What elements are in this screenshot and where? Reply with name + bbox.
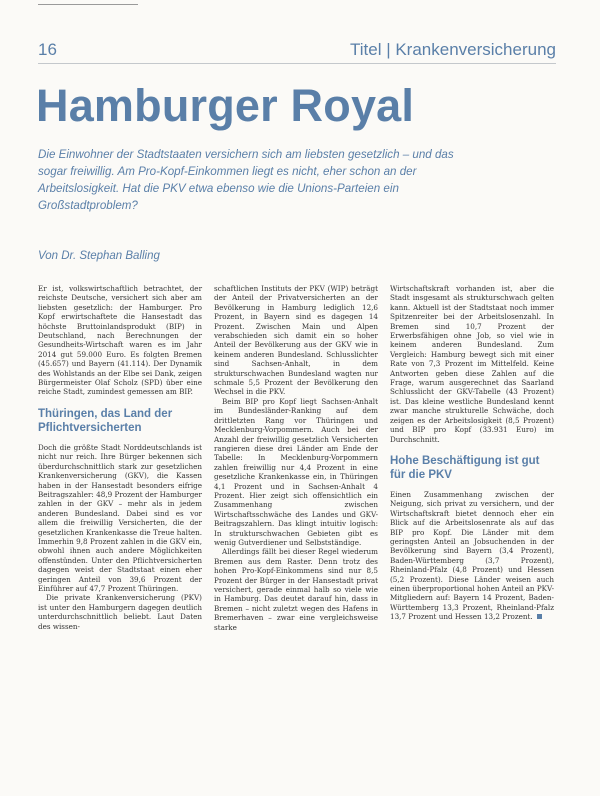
paragraph: Beim BIP pro Kopf liegt Sachsen-Anhalt im Bundesländer-Ranking auf dem drittletzten Rang vor Thüringen und Mecklenburg-Vorpommern. Auch bei der Anzahl der freiwillig gesetzlich Versicherten rangieren diese drei Länder am Ende der Tabelle: In Mecklenburg-Vorpommern zahlen freiwillig nur 4,4 Prozent in eine gesetzliche Krankenkasse ein, in Thüringen 4,1 Prozent und in Sachsen-Anhalt 4 Prozent. Hier zeigt sich offensichtlich ein Zusammenhang zwischen Wirtschaftsschwäche des Landes und GKV-Beitragszahlern. Das klingt intuitiv logisch: In strukturschwachen Gebieten gibt es wenig Gutverdiener und Selbstständige. [214,396,378,547]
text-column-1 [38,284,202,631]
paragraph-final [390,490,554,622]
paragraph: Doch die größte Stadt Norddeutschlands ist nicht nur reich. Ihre Bürger bekennen sich überdurchschnittlich stark zur gesetzlichen Krankenversicherung (GKV), die Kassen haben in der Hansestadt besonders eifrige Beitragszahler: 48,9 Prozent der Hamburger zahlen in der GKV – mehr als in jedem anderen Bundesland. Dabei sind es vor allem die freiwillig Versicherten, die der gesetzlichen Krankenkasse die Treue halten. Immerhin 9,8 Prozent zahlen in die GKV ein, obwohl ihnen auch andere Möglichkeiten offenstünden. Unter den Pflichtversicherten dagegen weist der Stadtstaat einen eher geringen Anteil von 39,6 Prozent der Einführer auf 47,7 Prozent Thüringen. [38,442,202,593]
page-number: 16 [38,40,57,59]
article-lede: Die Einwohner der Stadtstaaten versichern sich am liebsten gesetzlich – und das sogar freiwillig. Am Pro-Kopf-Einkommen liegt es nicht, eher schon an der Arbeitslosigkeit. Hat die PKV etwa ebenso wie die Unions-Parteien ein Großstadtproblem? [38,148,454,212]
article-byline: Von Dr. Stephan Balling [38,250,160,262]
running-head: Titel | Krankenversicherung [350,40,556,59]
top-rule [38,4,138,5]
subheading: Hohe Beschäftigung ist gut für die PKV [390,454,540,481]
paragraph: Die private Krankenversicherung (PKV) ist unter den Hamburgern dagegen deutlich unterdurchschnittlich beliebt. Laut Daten des wissen- [38,593,202,631]
paragraph-text: Einen Zusammenhang zwischen der Neigung, sich privat zu versichern, und der Wirtschaftskraft bietet dennoch eher ein Blick auf die Arbeitslosenrate als auf das BIP pro Kopf. Die Länder mit dem geringsten Anteil an Jobsuchenden in der Bevölkerung sind Bayern (3,4 Prozent), Baden-Württemberg (3,7 Prozent), Rheinland-Pfalz (4,8 Prozent) und Hessen (5,2 Prozent). Diese Länder weisen auch einen überproportional hohen Anteil an PKV-Mitgliedern auf: Bayern 14 Prozent, Baden-Württemberg 13,3 Prozent, Rheinland-Pfalz 13,7 Prozent und Hessen 13,2 Prozent. [390,489,554,622]
subheading: Thüringen, das Land der Pflichtversicherten [38,407,173,434]
paragraph: schaftlichen Instituts der PKV (WIP) beträgt der Anteil der Privatversicherten an der Bevölkerung in Hamburg lediglich 12,6 Prozent, in Bayern sind es dagegen 14 Prozent. Zwischen Main und Alpen verabschieden sich damit ein so hoher Anteil der Bevölkerung aus der GKV wie in keinem anderen Bundesland. Schlusslichter sind Sachsen-Anhalt, in dem strukturschwachen Bundesland wagten nur schmale 5,5 Prozent der Bevölkerung den Wechsel in die PKV. [214,284,378,397]
paragraph: Er ist, volkswirtschaftlich betrachtet, der reichste Deutsche, versichert sich aber am liebsten gesetzlich: der Hamburger. Pro Kopf erwirtschaftete die Hansestadt das höchste Bruttoinlandsprodukt (BIP) in Deutschland, nach Berechnungen der Gesundheits-Wirtschaft waren es im Jahr 2014 gut 59.000 Euro. Es folgten Bremen (45.657) und Bayern (41.114). Der Dynamik des Wohlstands an der Elbe sei Dank, zeigen Bürgermeister Olaf Scholz (SPD) über eine reiche Stadt, zumindest gemessen am BIP. [38,284,202,397]
text-column-2 [214,284,378,632]
end-mark-icon [537,614,542,619]
header-divider [38,63,556,64]
text-column-3 [390,284,554,622]
paragraph: Allerdings fällt bei dieser Regel wiederum Bremen aus dem Raster. Denn trotz des hohen Pro-Kopf-Einkommens sind nur 8,5 Prozent der Bürger in der Hansestadt privat versichert, gerade einmal halb so viele wie in Hamburg. Das deutet darauf hin, dass in Bremen – nicht zuletzt wegen des Hafens in Bremerhaven – zwar eine vergleichsweise starke [214,547,378,632]
paragraph: Wirtschaftskraft vorhanden ist, aber die Stadt insgesamt als strukturschwach gelten kann. Aktuell ist der Stadtstaat noch immer Spitzenreiter bei der Arbeitslosenzahl. In Bremen sind 10,7 Prozent der Erwerbsfähigen ohne Job, so viel wie in keinem anderen Bundesland. Zum Vergleich: Hamburg bewegt sich mit einer Rate von 7,3 Prozent im Mittelfeld. Keine Antworten geben diese Zahlen auf die Frage, warum ausgerechnet das Saarland Schlusslicht der GKV-Tabelle (43 Prozent) ist. Das kleine westliche Bundesland kennt zwar manche strukturelle Schwäche, doch zeigen es der Arbeitslosigkeit (8,5 Prozent) und BIP pro Kopf (33.931 Euro) im Durchschnitt. [390,284,554,444]
article-title: Hamburger Royal [36,80,415,131]
